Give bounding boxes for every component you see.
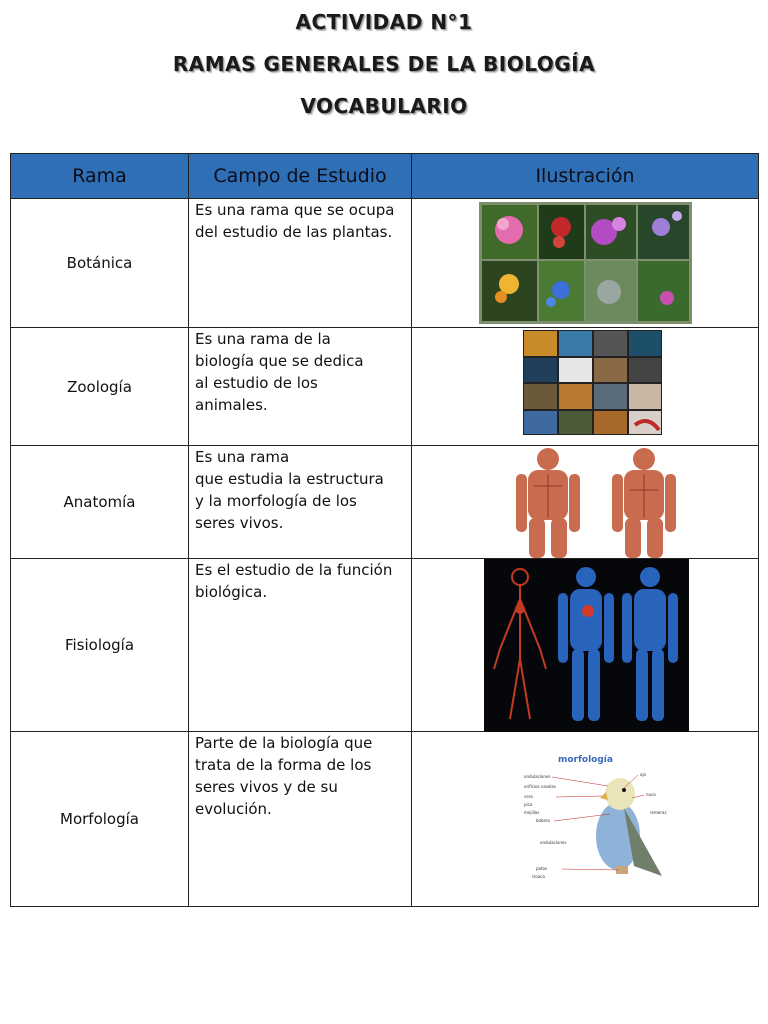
table-row (11, 199, 759, 328)
campo-cell: Es una rama que se ocupa del estudio de las plantas. (189, 199, 412, 328)
label-babero: babero (536, 818, 550, 823)
table-row (11, 559, 759, 732)
illustration-cell (412, 199, 759, 328)
column-header-ilustracion: Ilustración (412, 154, 759, 199)
bird-morphology-image (522, 748, 672, 896)
label-orificios: orificios nasales (524, 784, 557, 789)
column-header-campo: Campo de Estudio (189, 154, 412, 199)
label-patas: patas (536, 866, 548, 871)
rama-cell: Morfología (11, 732, 189, 907)
animal-collage-image (523, 330, 662, 435)
label-mejillas: mejillas (524, 810, 540, 815)
label-ojo: ojo (640, 772, 647, 777)
label-ondulaciones-2: ondulaciones (540, 840, 567, 845)
illustration-cell (412, 446, 759, 559)
campo-cell: Es una rama de la biología que se dedica al estudio de los animales. (189, 328, 412, 446)
column-header-rama: Rama (11, 154, 189, 199)
label-pico: pico (524, 802, 533, 807)
rama-cell: Fisiología (11, 559, 189, 732)
body-systems-image (484, 559, 689, 732)
rama-cell: Anatomía (11, 446, 189, 559)
muscle-anatomy-image (502, 446, 712, 558)
document-header (0, 6, 768, 132)
label-cloaca: cloaca (532, 874, 545, 879)
biology-branches-table (10, 153, 759, 907)
label-nuca: nuca (646, 792, 656, 797)
table-row (11, 328, 759, 446)
illustration-cell (412, 328, 759, 446)
rama-cell: Zoología (11, 328, 189, 446)
activity-subtitle: RAMAS GENERALES DE LA BIOLOGÍA (172, 52, 596, 76)
rama-cell: Botánica (11, 199, 189, 328)
label-cera: cera (524, 794, 533, 799)
plant-collage-image (479, 202, 692, 324)
diagram-title: morfología (558, 755, 613, 765)
campo-cell: Parte de la biología que trata de la forma de los seres vivos y de su evolución. (189, 732, 412, 907)
label-remeras: remeras (650, 810, 667, 815)
table-row (11, 732, 759, 907)
illustration-cell (412, 732, 759, 907)
campo-cell: Es el estudio de la función biológica. (189, 559, 412, 732)
table-header-row (11, 154, 759, 199)
table-row (11, 446, 759, 559)
activity-title: ACTIVIDAD N°1 (295, 10, 473, 34)
activity-section: VOCABULARIO (300, 94, 468, 118)
illustration-cell (412, 559, 759, 732)
label-ondulaciones: ondulaciones (524, 774, 551, 779)
campo-cell: Es una rama que estudia la estructura y la morfología de los seres vivos. (189, 446, 412, 559)
